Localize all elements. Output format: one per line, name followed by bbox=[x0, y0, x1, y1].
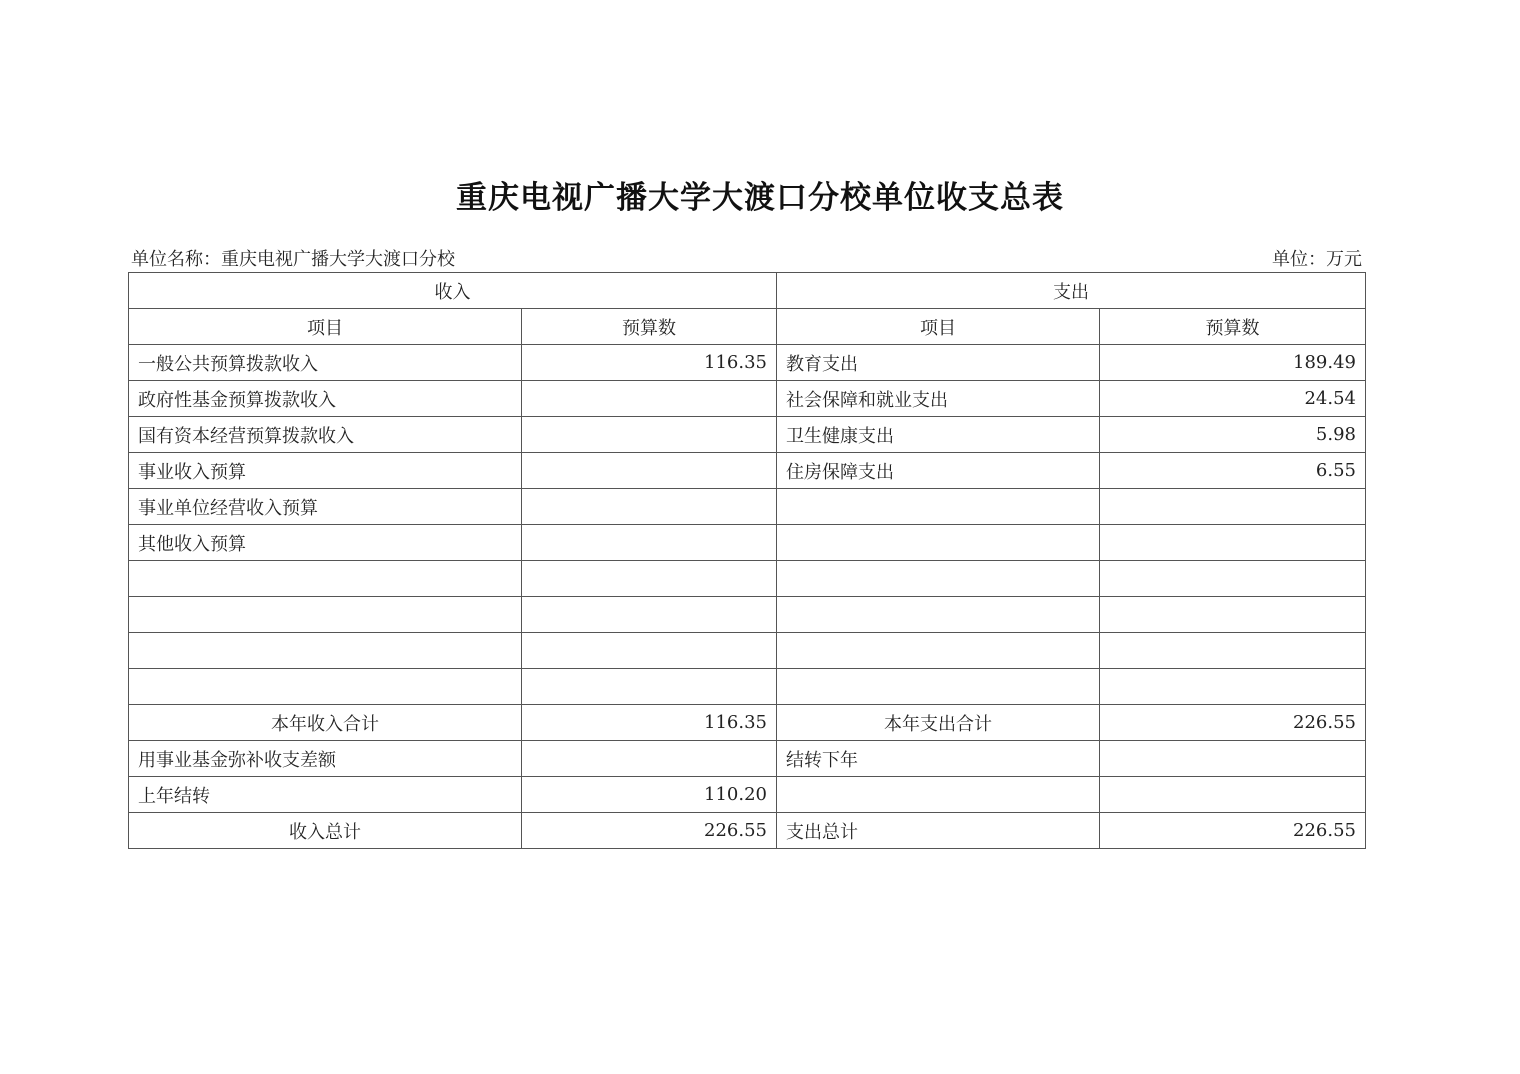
income-value bbox=[522, 489, 777, 525]
expense-value bbox=[1100, 597, 1366, 633]
expense-subtotal-label: 本年支出合计 bbox=[777, 705, 1100, 741]
expense-value bbox=[1100, 669, 1366, 705]
budget-summary-table bbox=[128, 272, 1366, 849]
expense-item-header: 项目 bbox=[777, 309, 1100, 345]
expense-value bbox=[1100, 561, 1366, 597]
income-value bbox=[522, 561, 777, 597]
income-value bbox=[522, 525, 777, 561]
income-subtotal-label: 本年收入合计 bbox=[129, 705, 522, 741]
table-row bbox=[129, 669, 1366, 705]
expense-value: 24.54 bbox=[1100, 381, 1366, 417]
income-value bbox=[522, 381, 777, 417]
income-item: 用事业基金弥补收支差额 bbox=[129, 741, 522, 777]
expense-item: 教育支出 bbox=[777, 345, 1100, 381]
table-row bbox=[129, 345, 1366, 381]
income-item: 事业单位经营收入预算 bbox=[129, 489, 522, 525]
expense-item: 结转下年 bbox=[777, 741, 1100, 777]
expense-item: 卫生健康支出 bbox=[777, 417, 1100, 453]
income-value bbox=[522, 633, 777, 669]
expense-item bbox=[777, 561, 1100, 597]
income-item: 其他收入预算 bbox=[129, 525, 522, 561]
income-value bbox=[522, 453, 777, 489]
table-row bbox=[129, 417, 1366, 453]
expense-value bbox=[1100, 633, 1366, 669]
expense-value bbox=[1100, 777, 1366, 813]
subtotal-row bbox=[129, 705, 1366, 741]
income-budget-header: 预算数 bbox=[522, 309, 777, 345]
expense-value: 5.98 bbox=[1100, 417, 1366, 453]
total-row bbox=[129, 813, 1366, 849]
income-value bbox=[522, 741, 777, 777]
expense-value bbox=[1100, 489, 1366, 525]
table-row bbox=[129, 741, 1366, 777]
income-item bbox=[129, 597, 522, 633]
expense-item bbox=[777, 669, 1100, 705]
table-row bbox=[129, 489, 1366, 525]
section-header-row bbox=[129, 273, 1366, 309]
expense-item bbox=[777, 633, 1100, 669]
income-item-header: 项目 bbox=[129, 309, 522, 345]
income-item: 上年结转 bbox=[129, 777, 522, 813]
expense-total-label: 支出总计 bbox=[777, 813, 1100, 849]
expense-budget-header: 预算数 bbox=[1100, 309, 1366, 345]
page-title: 重庆电视广播大学大渡口分校单位收支总表 bbox=[456, 180, 1064, 216]
expense-value: 6.55 bbox=[1100, 453, 1366, 489]
expense-item: 住房保障支出 bbox=[777, 453, 1100, 489]
expense-value bbox=[1100, 525, 1366, 561]
income-item bbox=[129, 633, 522, 669]
expense-item bbox=[777, 777, 1100, 813]
income-value bbox=[522, 669, 777, 705]
expense-item bbox=[777, 489, 1100, 525]
income-total-label: 收入总计 bbox=[129, 813, 522, 849]
table-row bbox=[129, 633, 1366, 669]
income-value bbox=[522, 417, 777, 453]
unit-label: 单位：万元 bbox=[1272, 249, 1362, 270]
table-row bbox=[129, 525, 1366, 561]
table-row bbox=[129, 381, 1366, 417]
expense-item: 社会保障和就业支出 bbox=[777, 381, 1100, 417]
income-value: 116.35 bbox=[522, 345, 777, 381]
table-row bbox=[129, 561, 1366, 597]
expense-subtotal-value: 226.55 bbox=[1100, 705, 1366, 741]
expense-section-header: 支出 bbox=[777, 273, 1366, 309]
expense-value: 189.49 bbox=[1100, 345, 1366, 381]
income-item: 政府性基金预算拨款收入 bbox=[129, 381, 522, 417]
income-item: 事业收入预算 bbox=[129, 453, 522, 489]
table-row bbox=[129, 777, 1366, 813]
income-total-value: 226.55 bbox=[522, 813, 777, 849]
table-row bbox=[129, 453, 1366, 489]
expense-total-value: 226.55 bbox=[1100, 813, 1366, 849]
income-value bbox=[522, 597, 777, 633]
column-header-row bbox=[129, 309, 1366, 345]
expense-item bbox=[777, 597, 1100, 633]
income-section-header: 收入 bbox=[129, 273, 777, 309]
income-item: 一般公共预算拨款收入 bbox=[129, 345, 522, 381]
income-item bbox=[129, 669, 522, 705]
expense-value bbox=[1100, 741, 1366, 777]
income-value: 110.20 bbox=[522, 777, 777, 813]
income-subtotal-value: 116.35 bbox=[522, 705, 777, 741]
table-row bbox=[129, 597, 1366, 633]
income-item: 国有资本经营预算拨款收入 bbox=[129, 417, 522, 453]
expense-item bbox=[777, 525, 1100, 561]
income-item bbox=[129, 561, 522, 597]
unit-name-label: 单位名称：重庆电视广播大学大渡口分校 bbox=[131, 249, 455, 270]
